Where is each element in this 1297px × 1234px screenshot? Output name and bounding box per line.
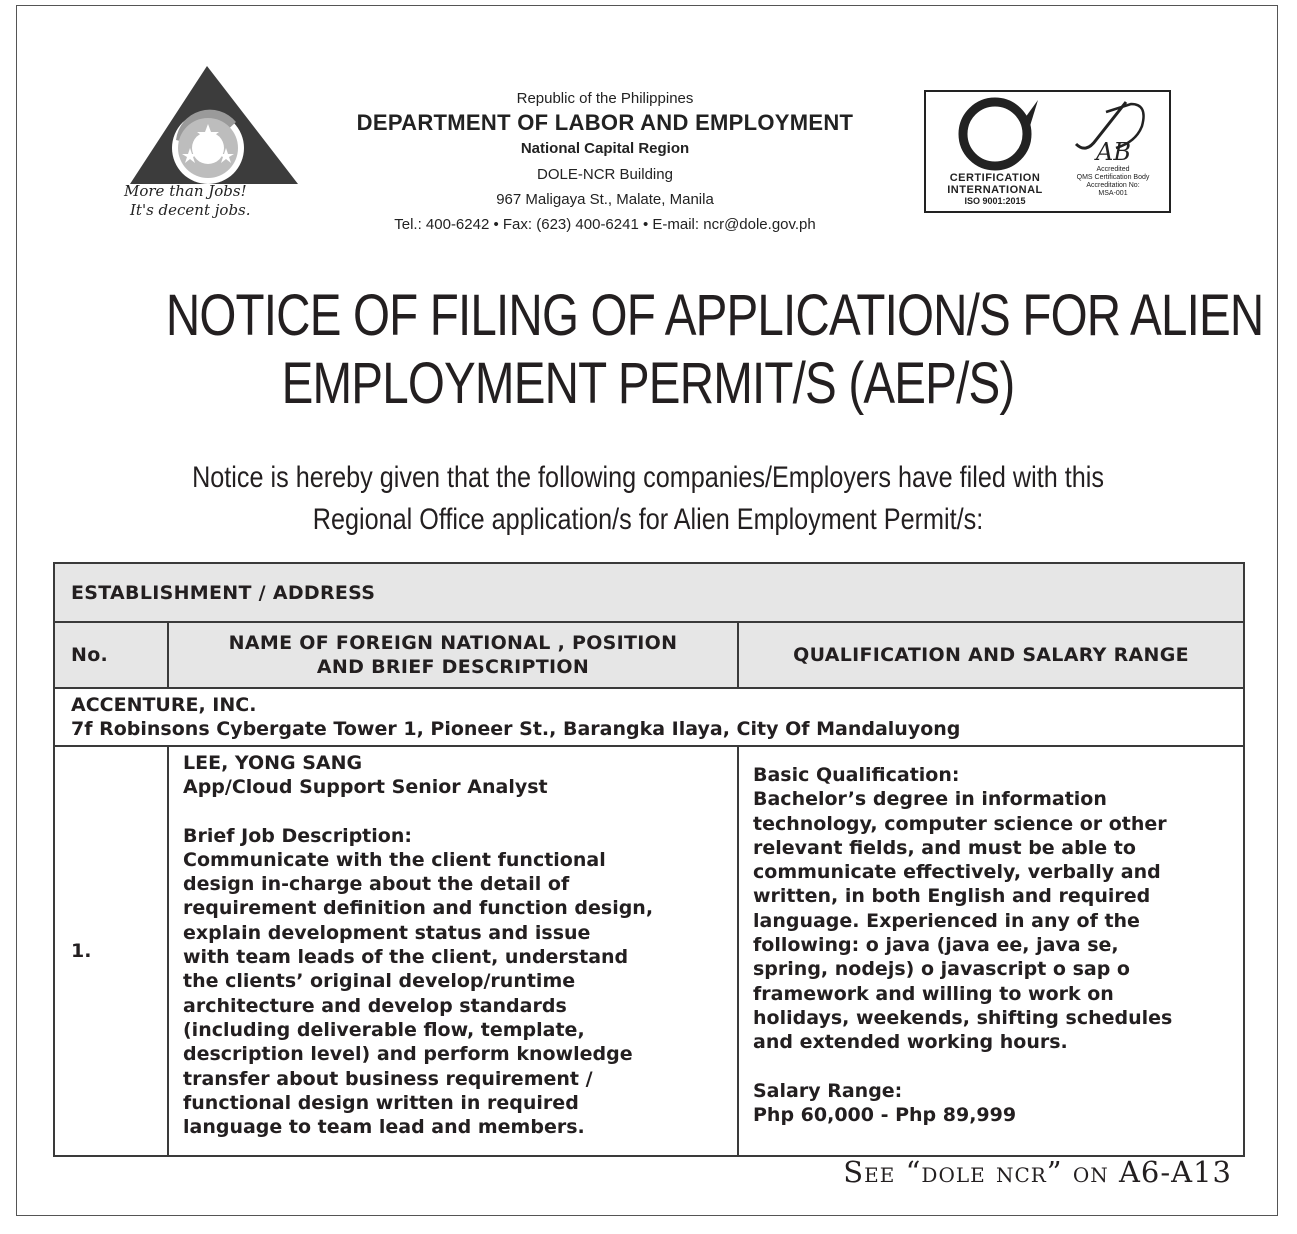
qualification-line: communicate effectively, verbally and — [753, 861, 1161, 884]
entry-number: 1. — [54, 746, 168, 1156]
intro-line2: Regional Office application/s for Alien Employment Permit/s: — [312, 503, 984, 536]
certification-badge — [924, 90, 1171, 213]
section-header: ESTABLISHMENT / ADDRESS — [54, 563, 1244, 622]
foreign-national-name: LEE, YONG SANG — [183, 752, 363, 774]
company-row — [54, 688, 1244, 746]
col-header-qualification: QUALIFICATION AND SALARY RANGE — [738, 622, 1244, 688]
description-label: Brief Job Description: — [183, 824, 412, 847]
notice-intro — [154, 457, 1142, 541]
qualification-label: Basic Qualification: — [753, 764, 960, 786]
pab-line1: Accredited — [1096, 166, 1130, 173]
certification-text — [934, 172, 1056, 206]
column-header-row — [54, 622, 1244, 688]
col-header-name — [168, 622, 738, 688]
table-row — [54, 746, 1244, 1156]
entry-description-cell — [168, 746, 738, 1156]
description-line: Communicate with the client functional — [183, 848, 606, 871]
region-name: National Capital Region — [520, 140, 690, 157]
office-address: 967 Maligaya St., Malate, Manila — [496, 191, 714, 208]
department-name: DEPARTMENT OF LABOR AND EMPLOYMENT — [356, 110, 854, 135]
position-title: App/Cloud Support Senior Analyst — [183, 776, 548, 799]
pab-text — [1058, 166, 1168, 198]
salary-range: Php 60,000 - Php 89,999 — [753, 1103, 1017, 1126]
qualification-line: Bachelor’s degree in information — [753, 788, 1107, 811]
company-cell — [54, 688, 1244, 746]
qualification-line: written, in both English and required — [753, 885, 1151, 908]
pab-line2: QMS Certification Body — [1076, 174, 1150, 181]
description-line: language to team lead and members. — [183, 1116, 585, 1139]
col-header-name-line1: NAME OF FOREIGN NATIONAL , POSITION — [228, 632, 678, 654]
title-line2: EMPLOYMENT PERMIT/S (AEP/S) — [281, 351, 1015, 416]
description-line: explain development status and issue — [183, 921, 591, 944]
pab-line4: MSA-001 — [1098, 190, 1128, 197]
company-address: 7f Robinsons Cybergate Tower 1, Pioneer St., Barangka Ilaya, City Of Mandaluyong — [71, 718, 961, 740]
tagline-line1: More than Jobs! — [124, 182, 247, 200]
pab-line3: Accreditation No: — [1086, 182, 1140, 189]
description-line: design in-charge about the detail of — [183, 873, 570, 896]
intro-line1: Notice is hereby given that the following companies/Employers have filed with this — [192, 461, 1104, 494]
description-line: functional design written in required — [183, 1091, 579, 1114]
cert-line3: ISO 9001:2015 — [964, 196, 1026, 206]
qualification-line: language. Experienced in any of the — [753, 909, 1140, 932]
company-name: ACCENTURE, INC. — [71, 694, 257, 716]
description-line: transfer about business requirement / — [183, 1067, 593, 1090]
description-line: requirement definition and function design, — [183, 897, 654, 920]
entry-qualification-cell — [738, 746, 1244, 1156]
qualification-line: following: o java (java ee, java se, — [753, 934, 1119, 957]
description-line: the clients’ original develop/runtime — [183, 970, 576, 993]
republic-label: Republic of the Philippines — [516, 90, 694, 107]
title-line1: NOTICE OF FILING OF APPLICATION/S FOR ALIEN — [165, 283, 1264, 348]
letterhead — [300, 88, 910, 237]
cert-line2: INTERNATIONAL — [947, 184, 1043, 196]
description-line: description level) and perform knowledge — [183, 1043, 633, 1066]
qualification-line: spring, nodejs) o javascript o sap o — [753, 958, 1130, 981]
svg-text:AB: AB — [1096, 138, 1131, 166]
applications-table — [53, 562, 1243, 1157]
qualification-line: holidays, weekends, shifting schedules — [753, 1006, 1173, 1029]
qualification-line: technology, computer science or other — [753, 812, 1167, 835]
salary-label: Salary Range: — [753, 1079, 903, 1102]
description-line: architecture and develop standards — [183, 994, 567, 1017]
cert-line1: CERTIFICATION — [949, 172, 1041, 184]
pab-accreditation-logo-icon — [1076, 102, 1144, 166]
see-more-reference: See “dole ncr” on A6-A13 — [843, 1155, 1232, 1189]
section-header-row — [54, 563, 1244, 622]
description-line: (including deliverable flow, template, — [183, 1018, 585, 1041]
certification-international-logo-icon — [926, 92, 1169, 172]
dole-logo — [118, 62, 308, 242]
description-line: with team leads of the client, understand — [183, 946, 629, 969]
notice-title — [165, 282, 1264, 418]
building-name: DOLE-NCR Building — [537, 166, 673, 183]
logo-tagline — [120, 182, 308, 220]
col-header-no: No. — [54, 622, 168, 688]
tagline-line2: It's decent jobs. — [130, 201, 251, 219]
qualification-line: framework and willing to work on — [753, 982, 1114, 1005]
qualification-line: and extended working hours. — [753, 1031, 1068, 1054]
qualification-line: relevant fields, and must be able to — [753, 836, 1136, 859]
contact-info: Tel.: 400-6242 • Fax: (623) 400-6241 • E-mail: ncr@dole.gov.ph — [394, 216, 816, 233]
col-header-name-line2: AND BRIEF DESCRIPTION — [316, 656, 590, 678]
dole-triangle-logo-icon — [118, 62, 308, 192]
